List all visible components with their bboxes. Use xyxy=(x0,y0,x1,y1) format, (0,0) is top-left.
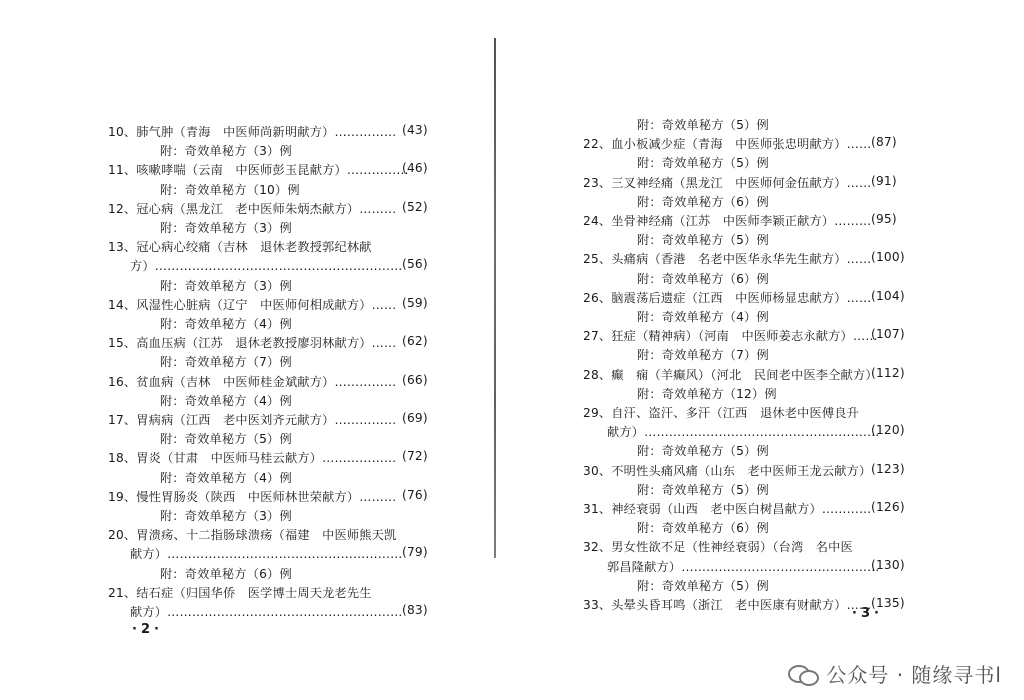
entry-text: 16、贫血病（吉林 中医师桂金斌献方）…………… xyxy=(108,374,397,389)
entry-continuation xyxy=(130,603,403,620)
toc-entry xyxy=(583,500,871,517)
toc-entry xyxy=(108,488,396,505)
toc-entry xyxy=(108,334,396,351)
appendix-line xyxy=(637,270,769,287)
toc-entry xyxy=(108,161,409,178)
entry-text: 32、男女性欲不足（性神经衰弱）（台湾 名中医 xyxy=(583,540,853,555)
appendix-line xyxy=(637,193,769,210)
page-ref: (130) xyxy=(871,557,905,572)
entry-continuation xyxy=(130,545,403,562)
entry-text: 23、三叉神经痛（黑龙江 中医师何金伍献方）…… xyxy=(583,175,872,190)
entry-text: 献方）………………………………………………… xyxy=(130,547,403,562)
appendix-line xyxy=(637,519,769,536)
appendix-line xyxy=(160,430,292,447)
page-ref: (83) xyxy=(402,603,428,617)
appendix-line xyxy=(160,507,292,524)
appendix-line xyxy=(637,308,769,325)
page-ref: (62) xyxy=(402,334,428,349)
page-ref: (79) xyxy=(402,545,428,560)
entry-text: 28、癫 痫（羊癫风）（河北 民间老中医李仝献方） xyxy=(583,367,878,382)
entry-continuation xyxy=(130,257,403,274)
entry-text: 31、神经衰弱（山西 老中医白树昌献方）………… xyxy=(583,502,872,516)
entry-text: 27、狂症（精神病）（河南 中医师姜志永献方）…… xyxy=(583,329,878,344)
entry-text: 附：奇效单秘方（5）例 xyxy=(637,233,769,248)
entry-text: 19、慢性胃肠炎（陕西 中医师林世荣献方）……… xyxy=(108,489,397,504)
toc-entry xyxy=(108,449,396,466)
entry-continuation xyxy=(607,558,880,575)
appendix-line xyxy=(160,181,300,198)
page-ref: (107) xyxy=(871,327,905,342)
entry-text: 附：奇效单秘方（4）例 xyxy=(160,393,292,408)
entry-text: 21、结石症（归国华侨 医学博士周天龙老先生 xyxy=(108,585,372,600)
entry-text: 附：奇效单秘方（3）例 xyxy=(160,221,292,235)
toc-entry xyxy=(583,212,871,229)
toc-entry xyxy=(583,366,878,383)
toc-entry xyxy=(108,238,372,255)
watermark-text: 公众号 · 随缘寻书l xyxy=(826,663,1002,687)
entry-text: 附：奇效单秘方（4）例 xyxy=(637,310,769,324)
entry-text: 附：奇效单秘方（3）例 xyxy=(160,278,292,293)
wechat-icon xyxy=(788,663,818,685)
page-ref: (46) xyxy=(402,161,428,176)
page-ref: (76) xyxy=(402,487,428,502)
toc-entry xyxy=(108,584,372,601)
entry-text: 12、冠心病（黑龙江 老中医师朱炳杰献方）……… xyxy=(108,201,397,216)
appendix-line xyxy=(637,154,769,171)
page-ref: (95) xyxy=(871,212,897,226)
appendix-line xyxy=(637,116,769,133)
toc-entry xyxy=(108,526,396,543)
entry-text: 方）…………………………………………………… xyxy=(130,259,403,274)
appendix-line xyxy=(160,219,292,236)
page-ref: (69) xyxy=(402,411,428,425)
entry-text: 25、头痛病（香港 名老中医华永华先生献方）…… xyxy=(583,252,872,267)
entry-text: 附：奇效单秘方（7）例 xyxy=(160,355,292,370)
page-ref: (135) xyxy=(871,596,905,610)
toc-entry xyxy=(583,462,871,479)
entry-text: 26、脑震荡后遗症（江西 中医师杨显忠献方）…… xyxy=(583,290,872,305)
entry-text: 附：奇效单秘方（6）例 xyxy=(637,521,769,536)
toc-entry xyxy=(583,404,859,421)
entry-text: 献方）………………………………………………… xyxy=(130,605,403,619)
toc-entry xyxy=(583,596,871,613)
page-ref: (100) xyxy=(871,250,905,265)
appendix-line xyxy=(160,353,292,370)
left-page xyxy=(0,0,495,700)
entry-text: 附：奇效单秘方（5）例 xyxy=(160,432,292,447)
entry-text: 附：奇效单秘方（6）例 xyxy=(637,194,769,209)
watermark xyxy=(788,659,1002,688)
toc-entry xyxy=(108,200,396,217)
entry-text: 18、胃炎（甘肃 中医师马桂云献方）……………… xyxy=(108,451,397,466)
entry-text: 附：奇效单秘方（6）例 xyxy=(637,271,769,286)
toc-entry xyxy=(108,373,396,390)
appendix-line xyxy=(637,385,777,402)
entry-text: 献方）………………………………………………… xyxy=(607,425,880,440)
appendix-line xyxy=(160,142,292,159)
toc-entry xyxy=(583,538,853,555)
entry-text: 附：奇效单秘方（5）例 xyxy=(637,578,769,593)
entry-text: 附：奇效单秘方（5）例 xyxy=(637,156,769,171)
page-ref: (104) xyxy=(871,288,905,303)
entry-text: 附：奇效单秘方（5）例 xyxy=(637,118,769,132)
entry-text: 11、咳嗽哮喘（云南 中医师彭玉昆献方）…………… xyxy=(108,163,409,178)
entry-text: 附：奇效单秘方（3）例 xyxy=(160,509,292,523)
page-ref: (43) xyxy=(402,123,428,137)
entry-text: 附：奇效单秘方（6）例 xyxy=(160,566,292,581)
page-ref: (91) xyxy=(871,173,897,188)
toc-entry xyxy=(583,174,871,191)
appendix-line xyxy=(160,565,292,582)
page-ref: (112) xyxy=(871,365,905,380)
entry-text: 附：奇效单秘方（10）例 xyxy=(160,182,300,197)
entry-text: 24、坐骨神经痛（江苏 中医师李颖正献方）……… xyxy=(583,214,872,228)
page-ref: (87) xyxy=(871,135,897,150)
page-ref: (72) xyxy=(402,449,428,464)
right-page xyxy=(497,0,1024,700)
entry-text: 附：奇效单秘方（3）例 xyxy=(160,144,292,159)
entry-text: 30、不明性头痛风痛（山东 老中医师王龙云献方） xyxy=(583,463,872,478)
appendix-line xyxy=(637,346,769,363)
appendix-line xyxy=(160,277,292,294)
entry-text: 附：奇效单秘方（4）例 xyxy=(160,317,292,331)
toc-entry xyxy=(583,327,878,344)
entry-text: 29、自汗、盗汗、多汗（江西 退休老中医傅良升 xyxy=(583,406,860,420)
entry-text: 附：奇效单秘方（4）例 xyxy=(160,470,292,485)
page-ref: (56) xyxy=(402,257,428,272)
entry-text: 10、肺气肿（青海 中医师尚新明献方）…………… xyxy=(108,125,397,139)
page-ref: (66) xyxy=(402,372,428,387)
entry-text: 17、胃病病（江西 老中医刘齐元献方）…………… xyxy=(108,413,397,427)
appendix-line xyxy=(637,577,769,594)
page-ref: (120) xyxy=(871,423,905,438)
page-ref: (126) xyxy=(871,500,905,514)
appendix-line xyxy=(637,231,769,248)
book-spine xyxy=(494,38,496,558)
appendix-line xyxy=(160,315,292,332)
toc-entry xyxy=(583,135,871,152)
toc-entry xyxy=(108,411,396,428)
entry-text: 郭昌隆献方）………………………………………… xyxy=(607,559,880,574)
entry-text: 附：奇效单秘方（7）例 xyxy=(637,348,769,363)
toc-entry xyxy=(108,123,396,140)
toc-entry xyxy=(583,289,871,306)
entry-text: 15、高血压病（江苏 退休老教授廖羽林献方）…… xyxy=(108,336,397,351)
entry-text: 附：奇效单秘方（5）例 xyxy=(637,482,769,497)
page-ref: (123) xyxy=(871,461,905,476)
appendix-line xyxy=(160,392,292,409)
toc-entry xyxy=(108,296,396,313)
entry-text: 13、冠心病心绞痛（吉林 退休老教授郭纪林献 xyxy=(108,240,372,255)
entry-continuation xyxy=(607,423,880,440)
entry-text: 附：奇效单秘方（5）例 xyxy=(637,444,769,459)
appendix-line xyxy=(637,442,769,459)
page-ref: (59) xyxy=(402,295,428,310)
entry-text: 附：奇效单秘方（12）例 xyxy=(637,386,777,401)
appendix-line xyxy=(160,469,292,486)
entry-text: 14、风湿性心脏病（辽宁 中医师何相成献方）…… xyxy=(108,297,397,312)
entry-text: 22、血小板减少症（青海 中医师张忠明献方）…… xyxy=(583,137,872,152)
page-ref: (52) xyxy=(402,199,428,214)
appendix-line xyxy=(637,481,769,498)
left-page-number: ·2· xyxy=(132,622,163,637)
entry-text: 33、头晕头昏耳鸣（浙江 老中医康有财献方）…… xyxy=(583,598,872,612)
right-page-number: ·3· xyxy=(852,606,883,621)
toc-entry xyxy=(583,250,871,267)
entry-text: 20、胃溃疡、十二指肠球溃疡（福建 中医师熊天凯 xyxy=(108,528,397,543)
